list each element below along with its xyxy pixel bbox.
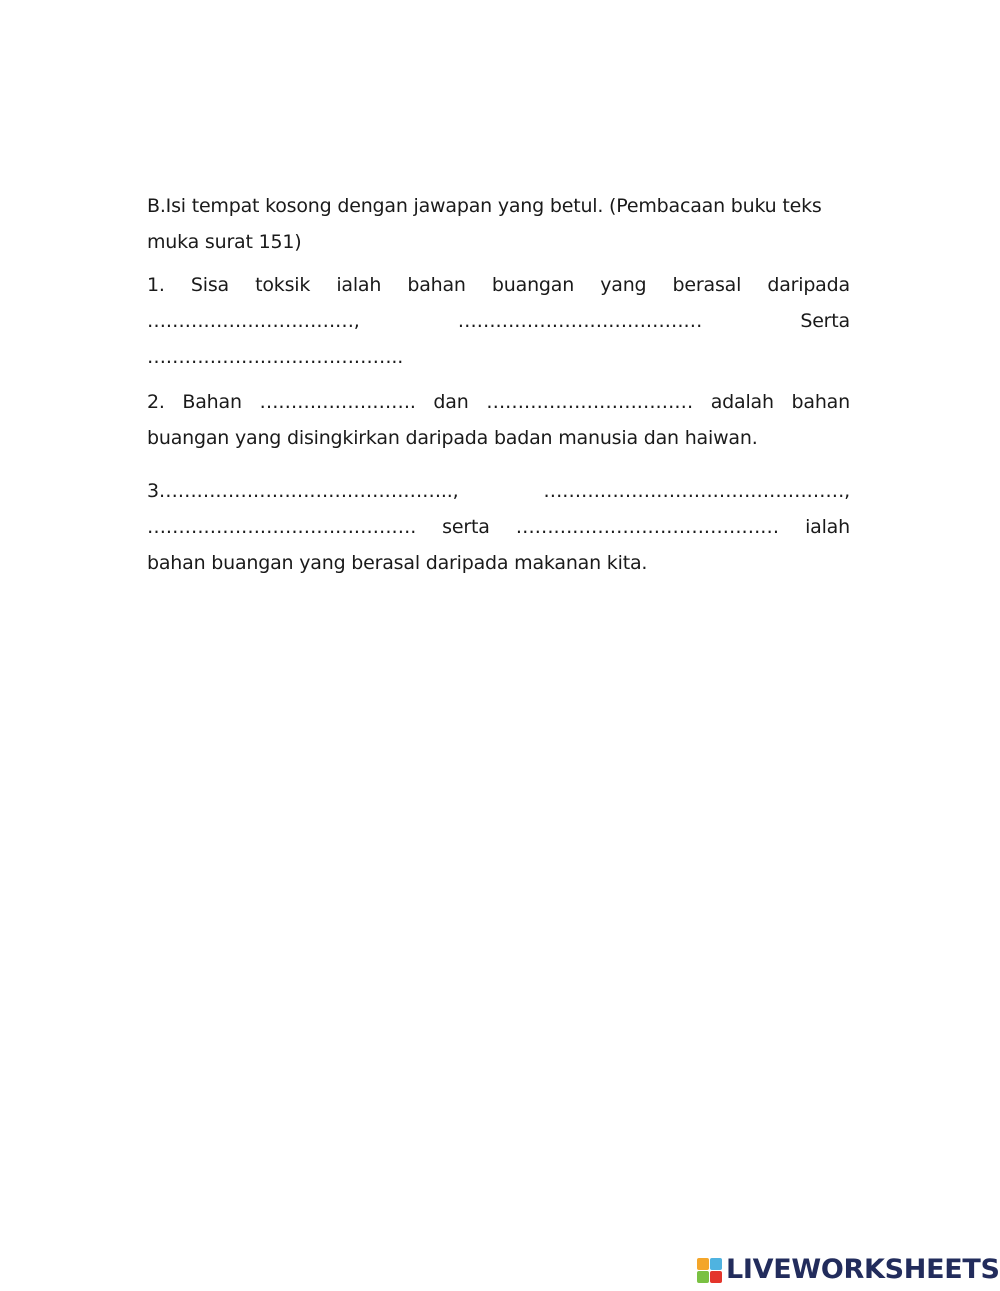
- word: buangan: [491, 274, 575, 296]
- logo-block: [710, 1258, 722, 1270]
- question-number: 1.: [147, 274, 165, 296]
- question-2-line-2: buangan yang disingkirkan daripada badan manusia dan haiwan.: [147, 427, 758, 449]
- question-3-line-2: [147, 509, 850, 545]
- live-blocks-icon: [697, 1258, 722, 1283]
- question-2-line-1: [147, 384, 850, 420]
- question-1-line-1: [147, 267, 850, 303]
- question-1-line-3: [147, 339, 850, 375]
- word: Sisa: [190, 274, 229, 296]
- instruction-line-2: muka surat 151): [147, 231, 302, 253]
- logo-block: [697, 1271, 709, 1283]
- liveworksheets-logo: [697, 1252, 1000, 1288]
- worksheet-content: [147, 188, 850, 581]
- word: Bahan: [182, 391, 242, 413]
- word: bahan: [407, 274, 466, 296]
- word: ialah: [805, 516, 850, 538]
- question-3-line-1: [147, 473, 850, 509]
- logo-block: [710, 1271, 722, 1283]
- word: berasal: [672, 274, 742, 296]
- word: yang: [600, 274, 647, 296]
- word: dan: [433, 391, 469, 413]
- answer-blank[interactable]: …………………………………..: [147, 346, 404, 368]
- answer-blank[interactable]: ……………………………………: [515, 516, 779, 538]
- word: adalah: [710, 391, 774, 413]
- answer-blank[interactable]: ……………………………,: [147, 310, 360, 332]
- logo-text: LIVEWORKSHEETS: [726, 1254, 1000, 1285]
- word: bahan: [791, 391, 850, 413]
- logo-block: [697, 1258, 709, 1270]
- instruction-line-1: B.Isi tempat kosong dengan jawapan yang betul. (Pembacaan buku teks: [147, 195, 822, 217]
- question-1-line-2: [147, 303, 850, 339]
- word: Serta: [800, 310, 850, 332]
- question-number: 2.: [147, 391, 165, 413]
- answer-blank[interactable]: …………………….: [259, 391, 416, 413]
- answer-blank[interactable]: …………………………………: [457, 310, 703, 332]
- answer-blank[interactable]: …………………………………….: [147, 516, 417, 538]
- question-3-line-3: bahan buangan yang berasal daripada makanan kita.: [147, 552, 648, 574]
- answer-blank[interactable]: ……………………………: [486, 391, 694, 413]
- word: toksik: [255, 274, 311, 296]
- word: daripada: [767, 274, 850, 296]
- word: serta: [442, 516, 490, 538]
- answer-blank[interactable]: 3………………………………………..,: [147, 480, 459, 502]
- word: ialah: [336, 274, 382, 296]
- answer-blank[interactable]: …………………………………………,: [543, 480, 850, 502]
